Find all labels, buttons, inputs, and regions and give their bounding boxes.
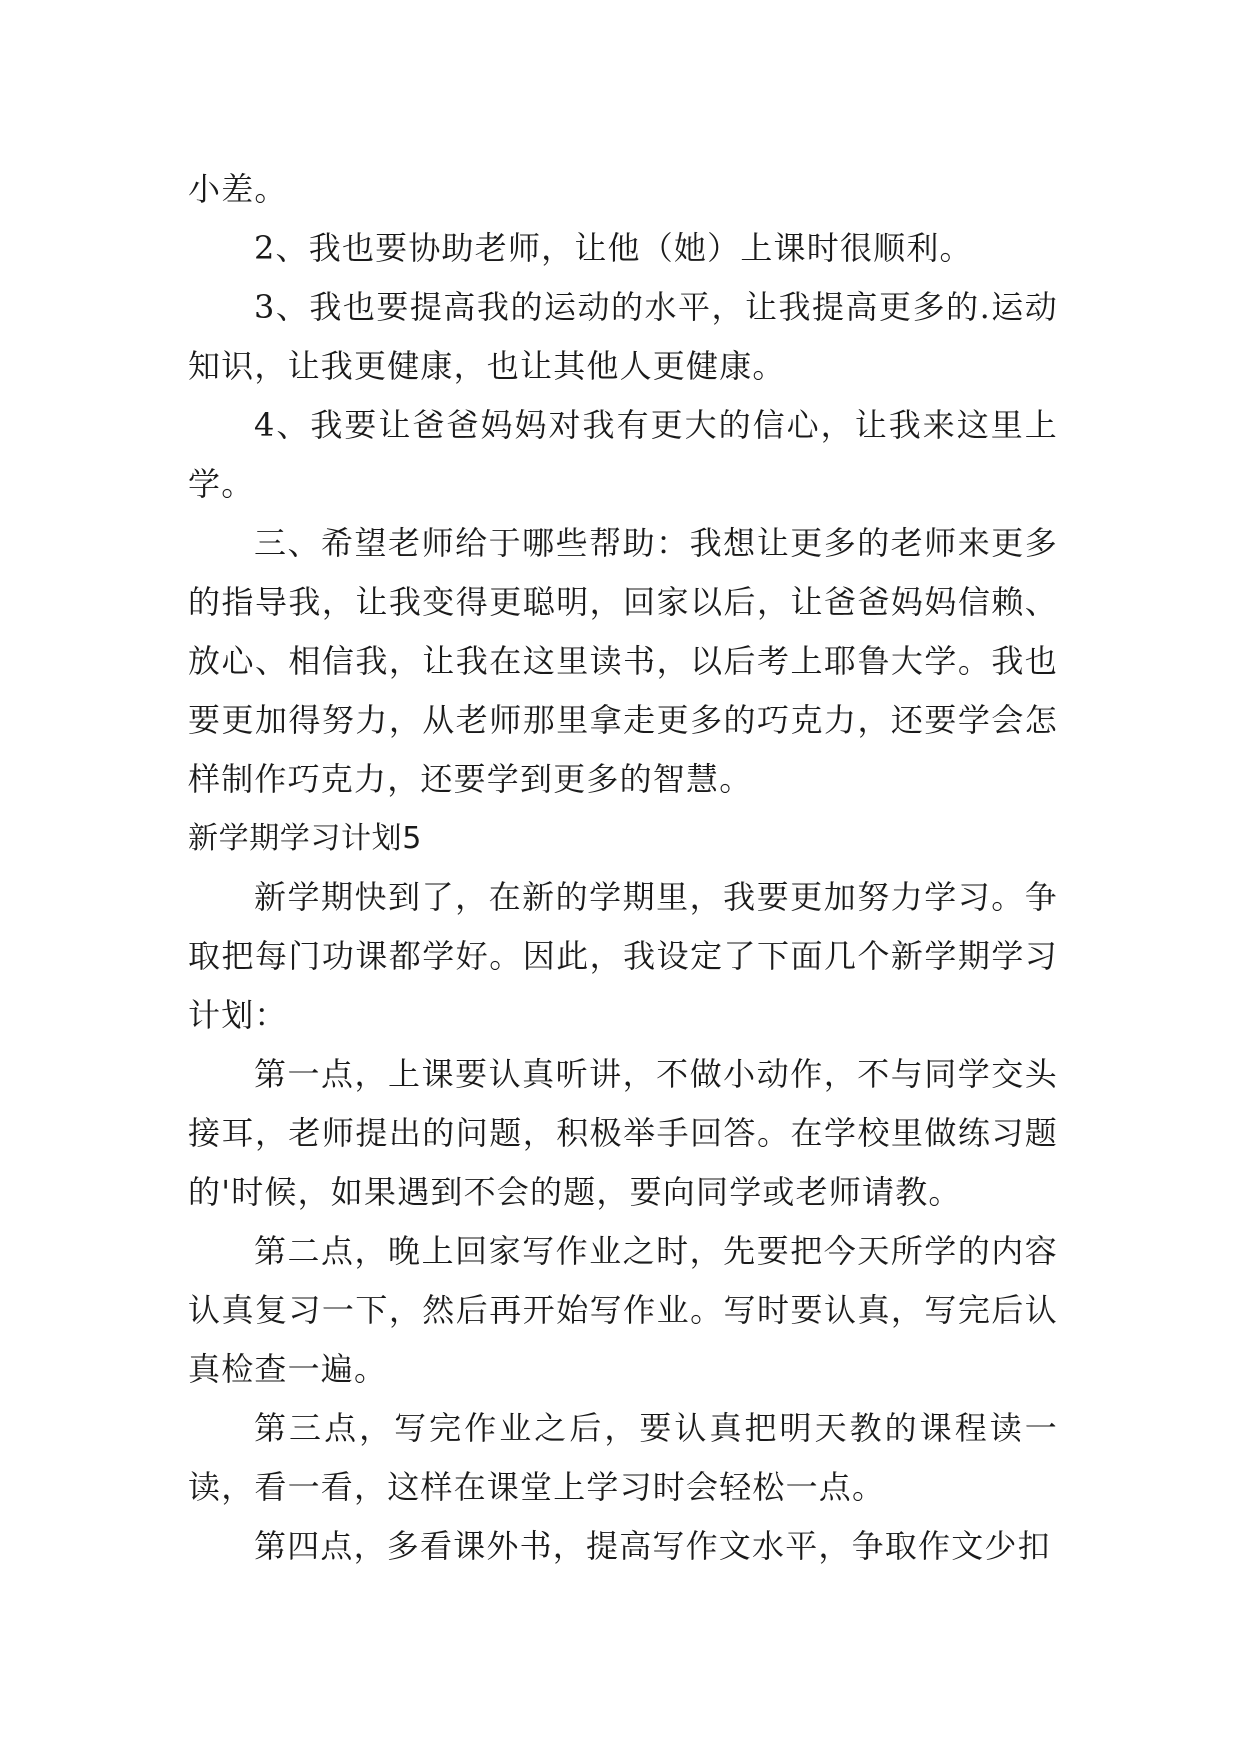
paragraph-10: 第四点，多看课外书，提高写作文水平，争取作文少扣 [254, 1527, 1051, 1565]
paragraph-9: 第三点，写完作业之后，要认真把明天教的课程读一读，看一看，这样在课堂上学习时会轻松一点。 [188, 1409, 1058, 1506]
document-body [188, 160, 1058, 1576]
paragraph-3: 3、我也要提高我的运动的水平，让我提高更多的.运动知识，让我更健康，也让其他人更健康。 [188, 288, 1058, 385]
section-heading: 新学期学习计划5 [188, 821, 422, 856]
paragraph-1: 小差。 [188, 170, 288, 208]
paragraph-5: 三、希望老师给于哪些帮助：我想让更多的老师来更多的指导我，让我变得更聪明，回家以后，让爸爸妈妈信赖、放心、相信我，让我在这里读书，以后考上耶鲁大学。我也要更加得努力，从老师那里拿走更多的巧克力，还要学会怎样制作巧克力，还要学到更多的智慧。 [188, 524, 1058, 798]
paragraph-4: 4、我要让爸爸妈妈对我有更大的信心，让我来这里上学。 [188, 406, 1058, 503]
paragraph-8: 第二点，晚上回家写作业之时，先要把今天所学的内容认真复习一下，然后再开始写作业。写时要认真，写完后认真检查一遍。 [188, 1232, 1058, 1388]
paragraph-2: 2、我也要协助老师，让他（她）上课时很顺利。 [254, 229, 973, 267]
paragraph-6: 新学期快到了，在新的学期里，我要更加努力学习。争取把每门功课都学好。因此，我设定了下面几个新学期学习计划： [188, 878, 1058, 1034]
paragraph-7: 第一点，上课要认真听讲，不做小动作，不与同学交头接耳，老师提出的问题，积极举手回答。在学校里做练习题的'时候，如果遇到不会的题，要向同学或老师请教。 [188, 1055, 1058, 1211]
